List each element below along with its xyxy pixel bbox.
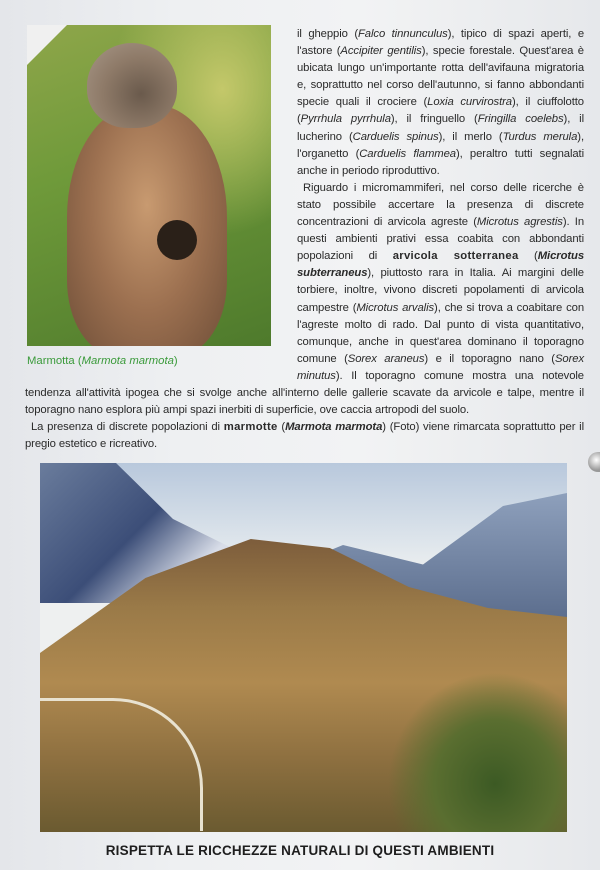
text-run: ), che si trova a coabitare con l'agreste molto di rado. Dal punto di vista quantitativo, comunque, anche in quest'area dominano il toporagno comune (	[297, 301, 584, 365]
photo-spacer	[25, 26, 297, 376]
species-name: Loxia curvirostra	[427, 96, 512, 109]
panel-bolt	[588, 452, 600, 472]
species-name: Microtus agrestis	[476, 216, 563, 229]
text-run: ), l'organetto (	[297, 130, 584, 160]
species-name: Microtus arvalis	[356, 301, 435, 314]
text-run: ). Il toporagno comune mostra una notevole tendenza all'attività ipogea che si svolge anche all'interno delle gallerie scavate da arvicole e talpe, mentre il toporagno nano esplora più ampi spazi inerbiti di superficie, ove caccia artropodi del suolo.	[25, 369, 584, 417]
footer-slogan: RISPETTA LE RICCHEZZE NATURALI DI QUESTI AMBIENTI	[105, 843, 495, 858]
caption-common-name: Marmotta (	[27, 355, 82, 367]
species-name: Accipiter gentilis	[340, 45, 422, 58]
text-run: ) (Foto) viene rimarcata soprattutto per il pregio estetico e ricreativo.	[25, 421, 584, 451]
text-run: ), il ciuffolotto (	[297, 96, 584, 126]
species-name: Carduelis flammea	[359, 147, 456, 160]
text-run: (	[518, 250, 538, 263]
species-name: Carduelis spinus	[352, 130, 439, 143]
text-run: ), il merlo (	[438, 130, 503, 143]
text-run: ), piuttosto rara in Italia. Ai margini delle torbiere, inoltre, vivono discreti popolamenti di arvicola campestre (	[297, 267, 584, 314]
text-run: ), peraltro tutti segnalati anche in periodo riproduttivo.	[297, 147, 584, 177]
larch-trees	[387, 672, 567, 832]
text-run: ), tipico di spazi aperti, e l'astore (	[297, 28, 585, 58]
text-run: ). In questi ambienti prativi essa coabita con abbondanti popolazioni di	[297, 216, 585, 263]
species-name: Sorex minutus	[297, 352, 584, 382]
species-name: arvicola sotterranea	[392, 250, 519, 263]
text-run: La presenza di discrete popolazioni di	[31, 421, 224, 434]
species-name: Sorex araneus	[347, 352, 425, 365]
species-name: Microtus subterraneus	[297, 250, 585, 280]
caption-close: )	[173, 355, 178, 367]
body-text	[25, 26, 584, 453]
species-name: Fringilla coelebs	[477, 113, 564, 126]
text-run: Riguardo i micromammiferi, nel corso delle ricerche è stato possibile accertare la presenza di discrete concentrazioni di arvicola agreste (	[297, 181, 584, 229]
paragraph-marmots	[25, 419, 584, 453]
text-run: ), il fringuello (	[390, 113, 478, 126]
mountain-landscape-photo	[40, 463, 567, 832]
species-name: Falco tinnunculus	[358, 28, 448, 40]
species-name: marmotte	[223, 421, 278, 434]
text-run: (	[277, 421, 286, 434]
caption-latin-name: Marmota marmota	[81, 355, 174, 367]
species-name: Marmota marmota	[285, 421, 383, 434]
species-name: Turdus merula	[502, 130, 578, 143]
text-run: il gheppio (	[297, 28, 358, 40]
species-name: Pyrrhula pyrrhula	[300, 113, 391, 126]
text-run: ), specie forestale. Quest'area è ubicata lungo un'importante rotta dell'avifauna migratoria e, soprattutto nel corso dell'autunno, si fanno abbondanti specie quali il crociere (	[297, 45, 584, 109]
text-run: ) e il toporagno nano (	[424, 352, 555, 365]
text-run: ), il lucherino (	[297, 113, 584, 143]
